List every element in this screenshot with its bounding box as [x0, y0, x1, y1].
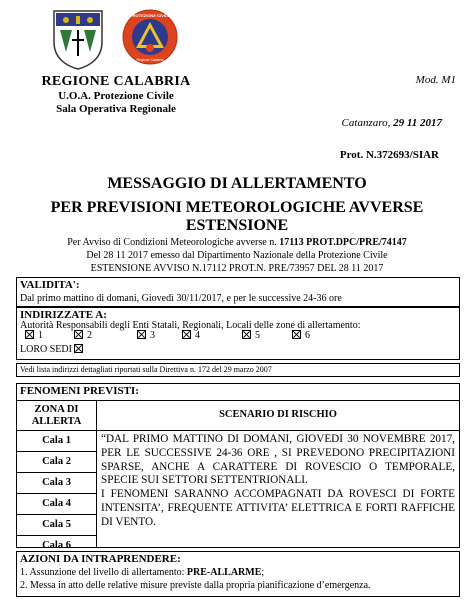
avviso-line-2: Del 28 11 2017 emesso dal Dipartimento Nazionale della Protezione Civile	[86, 250, 388, 261]
sala-name: Sala Operativa Regionale	[56, 103, 176, 115]
alert-level: PRE-ALLARME	[186, 567, 262, 578]
place: Catanzaro,	[341, 117, 394, 129]
zone-2[interactable]: 2	[74, 330, 92, 341]
azione-1: 1. Assunzione del livello di allertamento: PRE-ALLARME;	[20, 567, 265, 578]
validita-label: VALIDITA':	[20, 279, 80, 291]
module-code: Mod. M1	[415, 74, 456, 86]
checked-box-icon	[137, 330, 146, 339]
checked-box-icon	[292, 330, 301, 339]
fenomeni-label: FENOMENI PREVISTI:	[20, 385, 139, 397]
azioni-label: AZIONI DA INTRAPRENDERE:	[20, 553, 181, 565]
cala-row: Cala 5	[17, 514, 97, 535]
cala-row: Cala 2	[17, 451, 97, 472]
scenario-paragraph-1: “DAL PRIMO MATTINO DI DOMANI, GIOVEDI 30 NOVEMBRE 2017, PER LE SUCCESSIVE 24-36 ORE , SI PREVEDONO PRECIPITAZIONI SPARSE, ANCHE A CARATTERE DI ROVESCIO O TEMPORALE, SPECIE SUI SETTORI SETTENTRIONALI.	[101, 433, 455, 487]
validita-text: Dal primo mattino di domani, Giovedì 30/11/2017, e per le successive 24-36 ore	[20, 293, 342, 304]
azione-2: 2. Messa in atto delle relative misure previste dalla propria pianificazione d’emergenza.	[20, 580, 371, 591]
zone-3[interactable]: 3	[137, 330, 155, 341]
cala-row: Cala 4	[17, 493, 97, 514]
uoa-name: U.O.A. Protezione Civile	[58, 90, 174, 102]
checked-box-icon	[74, 344, 83, 353]
avviso-line-1	[0, 237, 474, 249]
pc-top-text: PROTEZIONE CIVILE	[129, 13, 171, 18]
validita-box	[16, 277, 460, 307]
vedi-box	[16, 363, 460, 377]
region-name: REGIONE CALABRIA	[41, 74, 191, 89]
loro-sedi[interactable]: LORO SEDI	[20, 344, 83, 355]
scenario-paragraph-2: I FENOMENI SARANNO ACCOMPAGNATI DA ROVESCI DI FORTE INTENSITA’, FREQUENTE ATTIVITA’ ELETTRICA E FORTI RAFFICHE DI VENTO.	[101, 488, 455, 528]
checked-box-icon	[242, 330, 251, 339]
vedi-text: Vedi lista indirizzi dettagliati riportati sulla Direttiva n. 172 del 29 marzo 2007	[20, 365, 272, 374]
title-line-3: ESTENSIONE	[185, 217, 289, 234]
regione-calabria-logo	[50, 8, 106, 70]
protocol-number: Prot. N.372693/SIAR	[339, 149, 439, 161]
checked-box-icon	[182, 330, 191, 339]
pc-bottom-text: Regione Calabria	[136, 58, 164, 62]
title-line-1: MESSAGGIO DI ALLERTAMENTO	[107, 175, 367, 192]
zone-4[interactable]: 4	[182, 330, 200, 341]
scenario-text	[97, 430, 459, 548]
avviso-intro: Per Avviso di Condizioni Meteorologiche avverse n.	[67, 237, 280, 248]
protezione-civile-logo	[121, 8, 179, 66]
cala-row: Cala 1	[17, 430, 97, 451]
indirizzate-box	[16, 307, 460, 360]
checked-box-icon	[74, 330, 83, 339]
place-date	[342, 117, 442, 129]
col-scenario-header: SCENARIO DI RISCHIO	[97, 400, 459, 430]
avviso-line-3: ESTENSIONE AVVISO N.17112 PROT.N. PRE/73957 DEL 28 11 2017	[90, 263, 384, 274]
azioni-box	[16, 551, 460, 597]
avviso-prot: 17113 PROT.DPC/PRE/74147	[279, 237, 407, 248]
indirizzate-label: INDIRIZZATE A:	[20, 309, 107, 321]
cala-row: Cala 3	[17, 472, 97, 493]
zone-5[interactable]: 5	[242, 330, 260, 341]
zone-6[interactable]: 6	[292, 330, 310, 341]
date: 29 11 2017	[393, 117, 442, 129]
title-line-2: PER PREVISIONI METEOROLOGICHE AVVERSE	[50, 199, 424, 216]
indirizzate-text: Autorità Responsabili degli Enti Statali, Regionali, Locali delle zone di allertamento:	[20, 320, 361, 331]
fenomeni-box	[16, 383, 460, 551]
cala-row: Cala 6	[17, 535, 97, 548]
checked-box-icon	[25, 330, 34, 339]
col-zona-header: ZONA DI ALLERTA	[17, 400, 97, 430]
zone-1[interactable]: 1	[25, 330, 43, 341]
